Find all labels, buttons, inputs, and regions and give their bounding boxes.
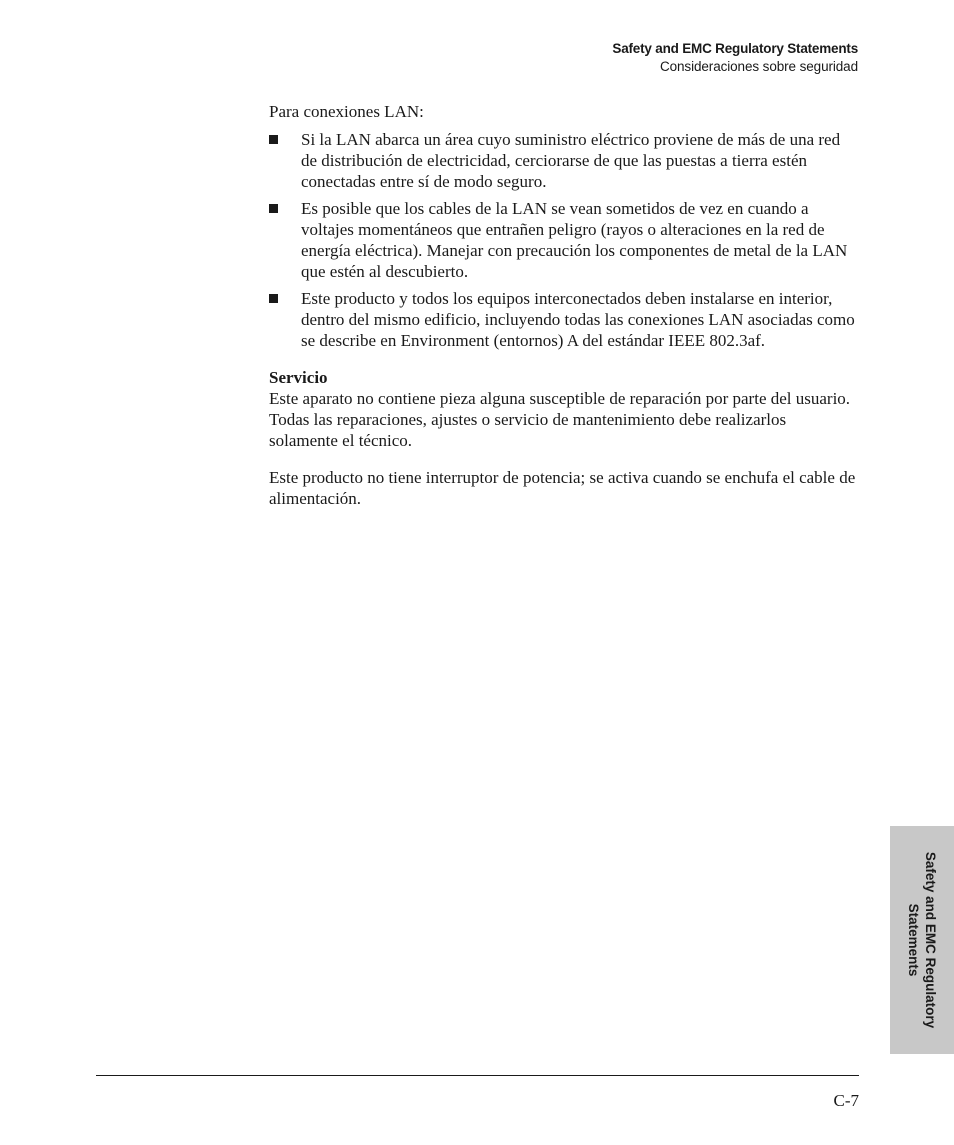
list-item-text: Si la LAN abarca un área cuyo suministro eléctrico proviene de más de una red de distribución de electricidad, cerciorarse de que las puestas a tierra estén conectadas entre sí de modo seguro.: [301, 130, 841, 191]
list-item: [269, 288, 859, 351]
square-bullet-icon: [269, 204, 278, 213]
service-paragraph: Este aparato no contiene pieza alguna susceptible de reparación por parte del usuario. Todas las reparaciones, ajustes o servicio de mantenimiento debe realizarlos solamente el técnico.: [269, 389, 851, 450]
power-paragraph: Este producto no tiene interruptor de potencia; se activa cuando se enchufa el cable de alimentación.: [269, 468, 856, 508]
section-heading: Servicio: [269, 368, 328, 387]
running-header: [612, 40, 858, 76]
intro-text: Para conexiones LAN:: [269, 102, 424, 121]
page-content: [269, 101, 859, 509]
side-tab-line-1: Safety and EMC Regulatory: [923, 851, 938, 1029]
square-bullet-icon: [269, 135, 278, 144]
list-item-text: Este producto y todos los equipos interconectados deben instalarse en interior, dentro del mismo edificio, incluyendo todas las conexiones LAN asociadas como se describe en Environment (entornos) A del estándar IEEE 802.3af.: [301, 289, 855, 350]
header-title: Safety and EMC Regulatory Statements: [612, 41, 858, 56]
header-subtitle: Consideraciones sobre seguridad: [659, 59, 858, 74]
side-tab-label: [905, 826, 939, 1054]
list-item: [269, 198, 859, 282]
list-item-text: Es posible que los cables de la LAN se vean sometidos de vez en cuando a voltajes momentáneos que entrañen peligro (rayos o alteraciones en la red de energía eléctrica). Manejar con precaución los componentes de metal de la LAN que estén al descubierto.: [301, 199, 848, 281]
bullet-list: [269, 129, 859, 351]
page-number: C-7: [833, 1091, 859, 1110]
side-tab: [890, 826, 954, 1054]
square-bullet-icon: [269, 294, 278, 303]
footer-divider: [96, 1075, 859, 1076]
list-item: [269, 129, 859, 192]
side-tab-line-2: Statements: [906, 903, 921, 977]
